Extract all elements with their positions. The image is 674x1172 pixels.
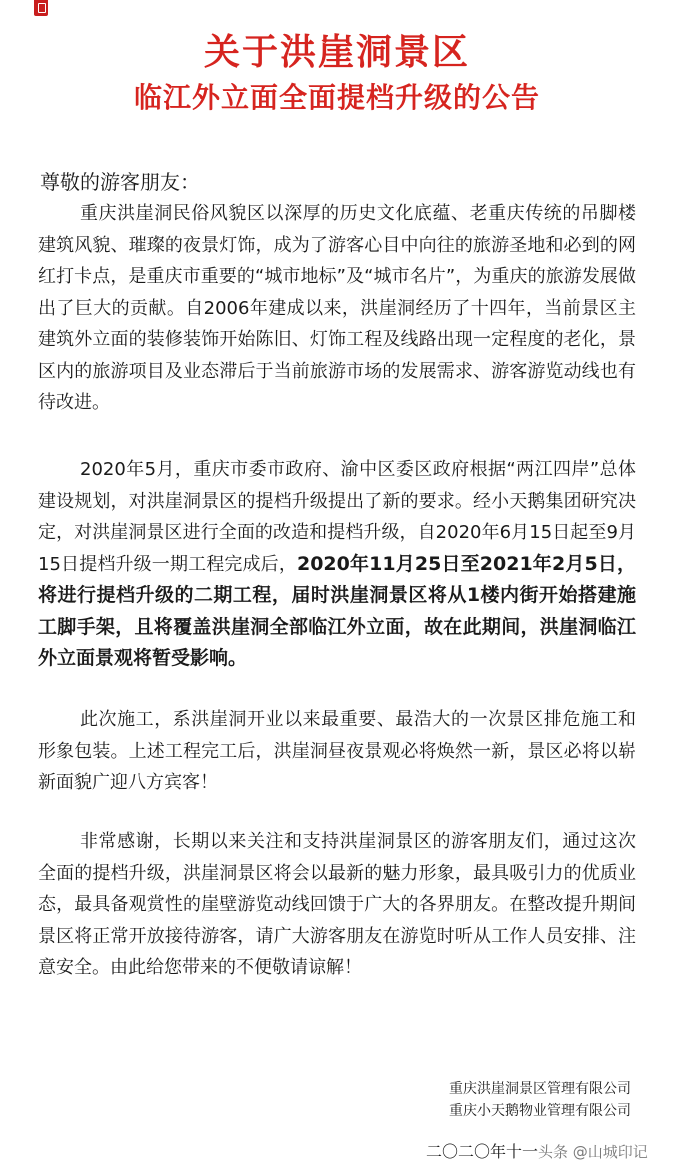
- paragraph-4-text: 非常感谢，长期以来关注和支持洪崖洞景区的游客朋友们，通过这次全面的提档升级，洪崖洞景区将会以最新的魅力形象，最具吸引力的优质业态，最具备观赏性的崖壁游览动线回馈于广大的各界朋友。在整改提升期间景区将正常开放接待游客，请广大游客朋友在游览时听从工作人员安排、注意安全。由此给您带来的不便敬请谅解！: [38, 831, 636, 978]
- paragraph-4: [38, 826, 636, 984]
- paragraph-3: [38, 704, 636, 799]
- signature-company-1: 重庆洪崖洞景区管理有限公司: [449, 1081, 631, 1097]
- paragraph-2-text: 2020年5月，重庆市委市政府、渝中区委区政府根据“两江四岸”总体建设规划，对洪崖洞景区的提档升级提出了新的要求。经小天鹅集团研究决定，对洪崖洞景区进行全面的改造和提档升级，自2020年6月15日起至9月15日提档升级一期工程完成后，: [38, 459, 636, 575]
- notice-subtitle: 临江外立面全面提档升级的公告: [133, 81, 540, 114]
- paragraph-1: [38, 198, 636, 419]
- watermark: 头条 @山城印记: [538, 1143, 648, 1161]
- greeting: 尊敬的游客朋友：: [40, 170, 200, 194]
- signature-date-line: [426, 1139, 648, 1162]
- paragraph-3-text: 此次施工，系洪崖洞开业以来最重要、最浩大的一次景区排危施工和形象包装。上述工程完工后，洪崖洞昼夜景观必将焕然一新，景区必将以崭新面貌广迎八方宾客！: [38, 709, 636, 793]
- paragraph-1-text: 重庆洪崖洞民俗风貌区以深厚的历史文化底蕴、老重庆传统的吊脚楼建筑风貌、璀璨的夜景灯饰，成为了游客心目中向往的旅游圣地和必到的网红打卡点，是重庆市重要的“城市地标”及“城市名片”，为重庆的旅游发展做出了巨大的贡献。自2006年建成以来，洪崖洞经历了十四年，当前景区主建筑外立面的装修装饰开始陈旧、灯饰工程及线路出现一定程度的老化，景区内的旅游项目及业态滞后于当前旅游市场的发展需求、游客游览动线也有待改进。: [38, 203, 636, 413]
- notice-title: 关于洪崖洞景区: [203, 32, 470, 73]
- signature-date: 二〇二〇年十一: [426, 1142, 539, 1161]
- logo-icon: [34, 0, 48, 16]
- signature-company-2: 重庆小天鹅物业管理有限公司: [449, 1103, 631, 1119]
- paragraph-2: [38, 454, 636, 675]
- paragraph-2-bold-text: 2020年11月25日至2021年2月5日，将进行提档升级的二期工程，届时洪崖洞景区将从1楼内街开始搭建施工脚手架，且将覆盖洪崖洞全部临江外立面，故在此期间，洪崖洞临江外立面景观将暂受影响。: [38, 552, 636, 669]
